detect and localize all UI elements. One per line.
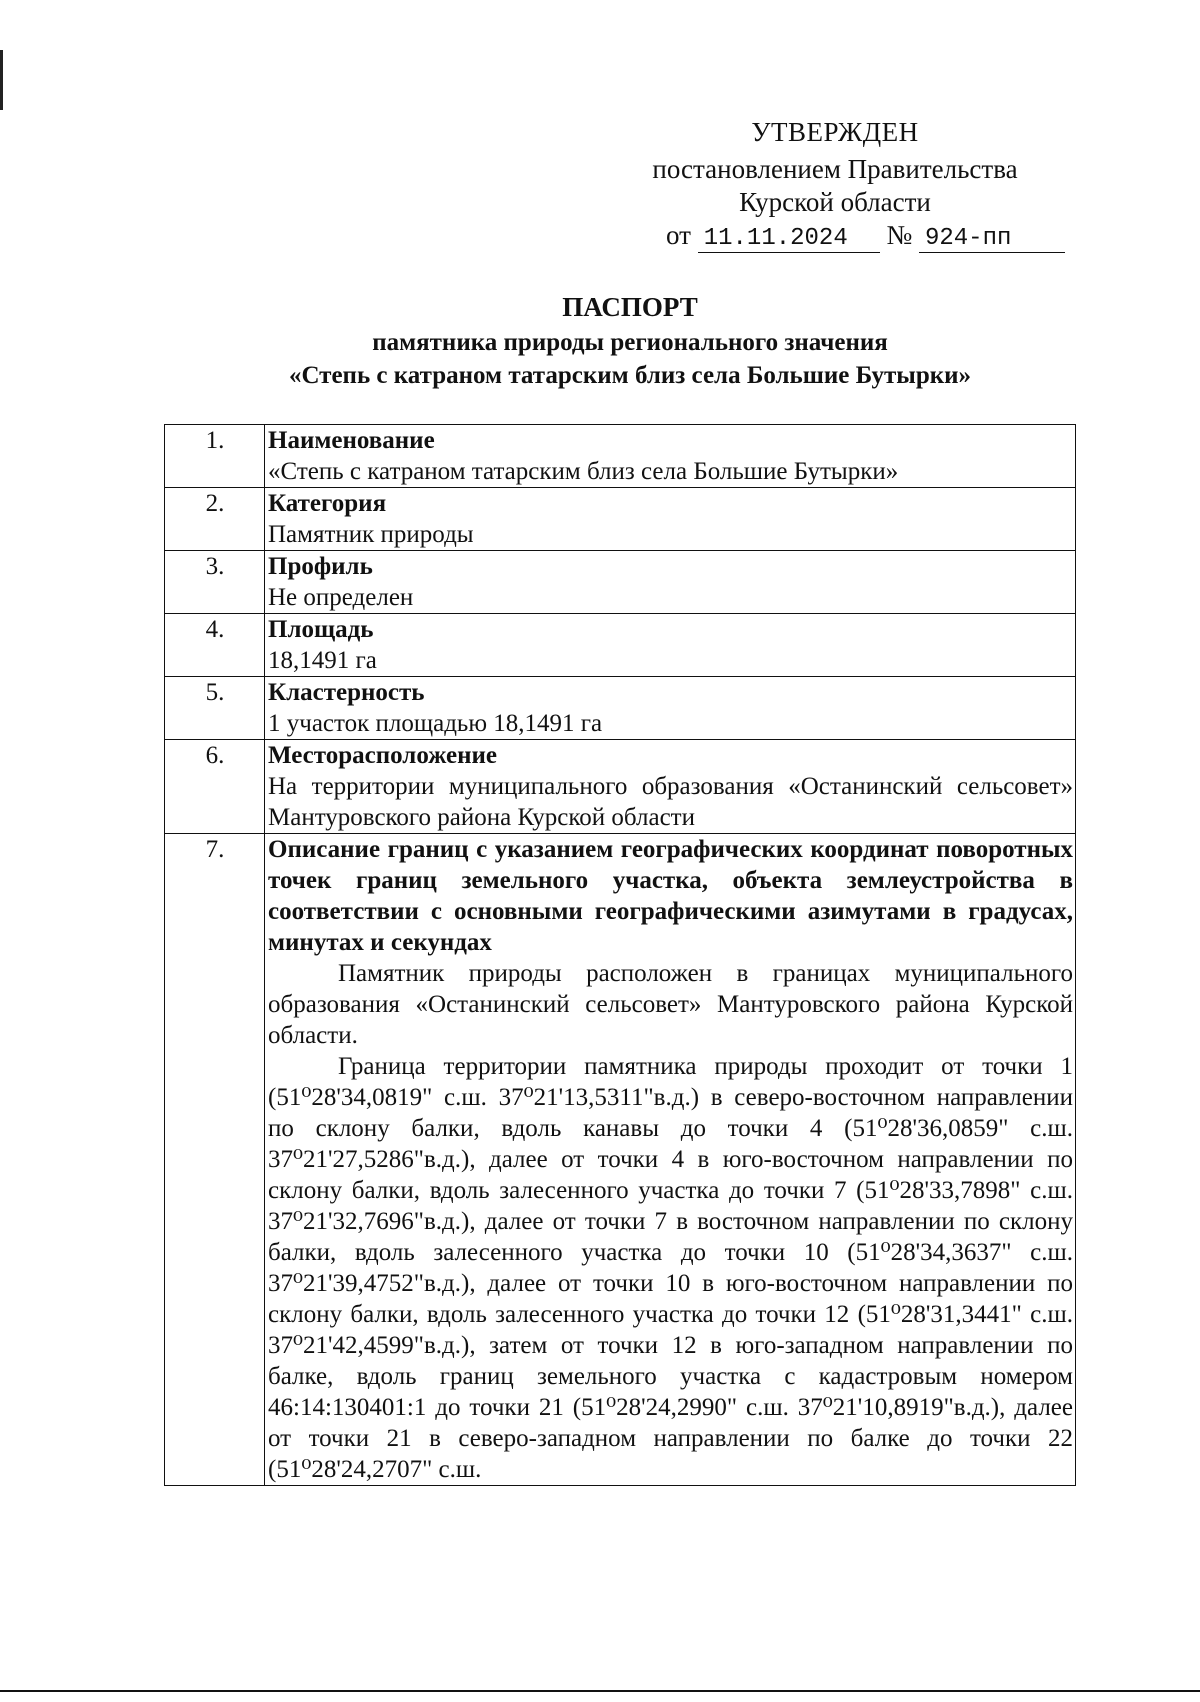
- table-row: [165, 834, 1076, 1486]
- field-title: Кластерность: [268, 679, 425, 706]
- row-number: 1.: [165, 425, 265, 488]
- approval-number: 924-пп: [919, 226, 1065, 253]
- approval-line-1: постановлением Правительства: [652, 154, 1018, 184]
- row-number: 4.: [165, 614, 265, 677]
- approval-line-2: Курской области: [739, 187, 931, 217]
- approval-stamp: [600, 116, 1070, 253]
- field-value: 1 участок площадью 18,1491 га: [268, 710, 603, 737]
- row-content: [265, 551, 1076, 614]
- field-value: 18,1491 га: [268, 647, 377, 674]
- table-row: [165, 551, 1076, 614]
- boundary-paragraph: Памятник природы расположен в границах муниципального образования «Останинский сельсовет» Мантуровского района Курской области.: [268, 960, 1073, 1049]
- boundary-paragraph: Граница территории памятника природы проходит от точки 1 (51⁰28'34,0819" с.ш. 37⁰21'13,5311"в.д.) в северо-восточном направлении по склону балки, вдоль канавы до точки 4 (51⁰28'36,0859" с.ш. 37⁰21'27,5286"в.д.), далее от точки 4 в юго-восточном направлении по склону балки, вдоль залесенного участка до точки 7 (51⁰28'33,7898" с.ш. 37⁰21'32,7696"в.д.), далее от точки 7 в восточном направлении по склону балки, вдоль залесенного участка до точки 10 (51⁰28'34,3637" с.ш. 37⁰21'39,4752"в.д.), далее от точки 10 в юго-восточном направлении по склону балки, вдоль залесенного участка до точки 12 (51⁰28'31,3441" с.ш. 37⁰21'42,4599"в.д.), затем от точки 12 в юго-западном направлении по балке, вдоль границ земельного участка с кадастровым номером 46:14:130401:1 до точки 21 (51⁰28'24,2990" с.ш. 37⁰21'10,8919"в.д.), далее от точки 21 в северо-западном направлении по балке до точки 22 (51⁰28'24,2707" с.ш.: [268, 1053, 1073, 1483]
- page-bottom-edge: [0, 1690, 1200, 1692]
- document-object-name: «Степь с катраном татарским близ села Большие Бутырки»: [288, 362, 972, 389]
- row-content: [265, 677, 1076, 740]
- approval-title: УТВЕРЖДЕН: [751, 117, 919, 147]
- field-title: Категория: [268, 490, 387, 517]
- field-value: Памятник природы: [268, 521, 474, 548]
- row-content: [265, 614, 1076, 677]
- field-title: Месторасположение: [268, 742, 497, 769]
- field-title: Профиль: [268, 553, 373, 580]
- row-number: 6.: [165, 740, 265, 834]
- approval-date: 11.11.2024: [698, 226, 880, 253]
- document-subtitle: памятника природы регионального значения: [372, 329, 888, 356]
- row-content: [265, 740, 1076, 834]
- field-title: Площадь: [268, 616, 374, 643]
- row-content: [265, 834, 1076, 1486]
- table-row: [165, 614, 1076, 677]
- approval-date-line: [600, 219, 1070, 253]
- table-row: [165, 488, 1076, 551]
- field-value: «Степь с катраном татарским близ села Большие Бутырки»: [268, 458, 899, 485]
- table-row: [165, 425, 1076, 488]
- row-number: 3.: [165, 551, 265, 614]
- table-row: [165, 740, 1076, 834]
- field-title: Описание границ с указанием географических координат поворотных точек границ земельного участка, объекта землеустройства в соответствии с основными географическими азимутами в градусах, минутах и секундах: [268, 836, 1073, 956]
- passport-table: [164, 424, 1076, 1486]
- date-prefix: от: [666, 220, 691, 250]
- row-content: [265, 425, 1076, 488]
- row-number: 2.: [165, 488, 265, 551]
- document-title: ПАСПОРТ: [562, 292, 698, 322]
- row-content: [265, 488, 1076, 551]
- number-prefix: №: [886, 220, 913, 250]
- field-value: Не определен: [268, 584, 414, 611]
- scan-edge-mark: [0, 50, 3, 110]
- table-row: [165, 677, 1076, 740]
- row-number: 5.: [165, 677, 265, 740]
- field-title: Наименование: [268, 427, 435, 454]
- field-value: На территории муниципального образования «Останинский сельсовет» Мантуровского района Курской области: [268, 773, 1073, 831]
- row-number: 7.: [165, 834, 265, 1486]
